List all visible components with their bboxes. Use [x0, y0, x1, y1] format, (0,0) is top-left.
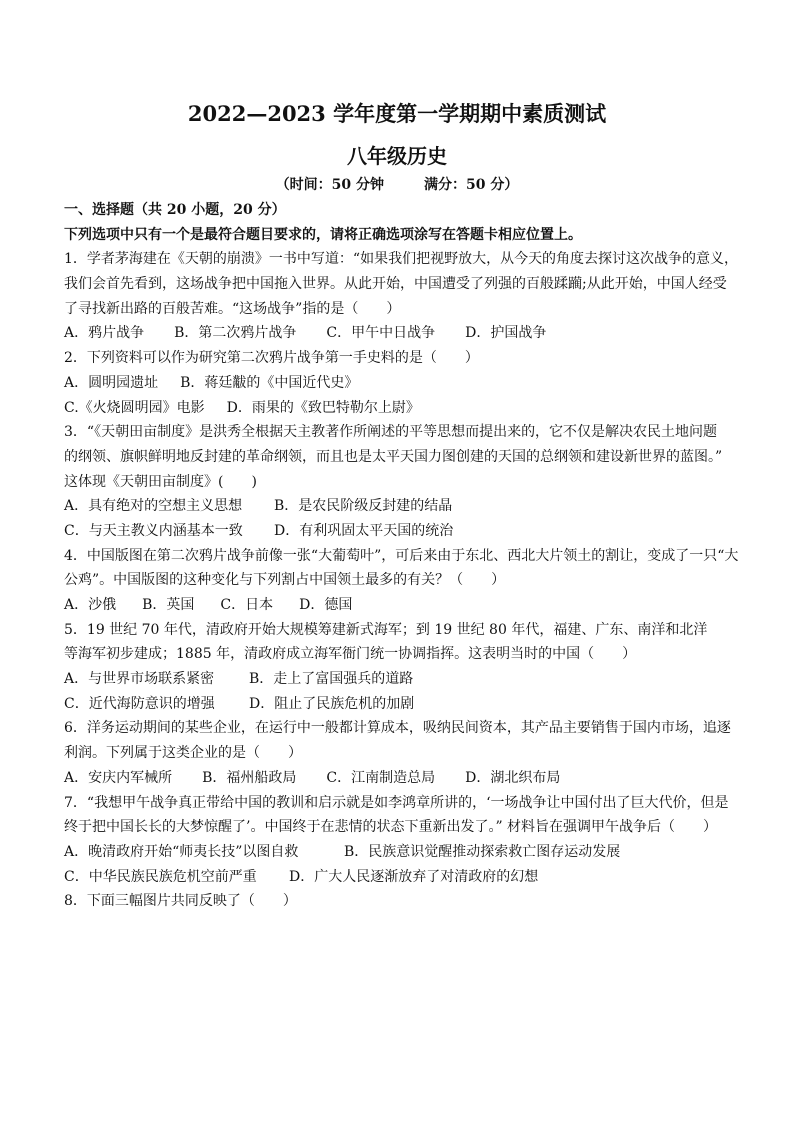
question-text-line: 8．下面三幅图片共同反映了（ ） — [64, 893, 297, 910]
option-a: A．晚清政府开始“师夷长技”以图自救 — [64, 843, 299, 860]
option-a: A．具有绝对的空想主义思想 — [64, 498, 243, 515]
option-b: B．蒋廷黻的《中国近代史》 — [180, 374, 359, 391]
option-c: C．近代海防意识的增强 — [64, 695, 215, 712]
option-c: C．中华民族民族危机空前严重 — [64, 868, 257, 885]
question-7 — [64, 791, 736, 890]
question-text-line: 的纲领、旗帜鲜明地反封建的革命纲领，而且也是太平天国力图创建的天国的总纲领和建设新世界的蓝图。” — [64, 448, 723, 465]
options-row — [64, 396, 736, 421]
exam-title: 2022—2023 学年度第一学期期中素质测试 — [187, 101, 607, 126]
option-b: B．民族意识觉醒推动探索救亡图存运动发展 — [344, 843, 621, 860]
option-a: A．鸦片战争 — [64, 325, 145, 342]
options-row — [64, 865, 736, 890]
option-c: C．日本 — [220, 597, 274, 613]
question-text-line: 6．洋务运动期间的某些企业，在运行中一般都计算成本，吸纳民间资本，其产品主要销售于国内市场，追逐 — [64, 720, 731, 737]
options-row — [64, 766, 736, 791]
question-text-line: 利润。下列属于这类企业的是（ ） — [64, 745, 302, 762]
option-b: B．福州船政局 — [202, 769, 297, 786]
option-b: B．第二次鸦片战争 — [174, 325, 297, 342]
options-row — [64, 519, 736, 544]
question-text-line: 3．“《天朝田亩制度》是洪秀全根据天主教著作所阐述的平等思想而提出来的，它不仅是解决农民土地问题 — [64, 424, 718, 441]
options-row — [64, 667, 736, 692]
option-b: B．英国 — [142, 597, 195, 613]
time-label: （时间：50 分钟 — [275, 177, 384, 193]
option-d: D．湖北织布局 — [465, 769, 561, 786]
question-6 — [64, 716, 736, 790]
section-title: 一、选择题（共 20 小题，20 分） — [64, 202, 286, 218]
option-d: D．广大人民逐渐放弃了对清政府的幻想 — [289, 868, 539, 885]
options-row — [64, 371, 736, 396]
question-1 — [64, 247, 739, 346]
question-text-line: 这体现《天朝田亩制度》( ) — [64, 473, 257, 490]
option-c: C.《火烧圆明园》电影 — [64, 399, 205, 416]
option-c: C．江南制造总局 — [326, 769, 436, 786]
question-text-line: 我们会首先看到，这场战争把中国拖入世界。从此开始，中国遭受了列强的百般蹂躏;从此开始，中国人经受 — [64, 276, 727, 293]
score-label: 满分：50 分） — [424, 177, 519, 193]
question-text-line: 5．19 世纪 70 年代，清政府开始大规模筹建新式海军；到 19 世纪 80 年代，福建、广东、南洋和北洋 — [64, 621, 708, 638]
question-text-line: 7．“我想甲午战争真正带给中国的教训和启示就是如李鸿章所讲的，‘一场战争让中国付出了巨大代价，但是 — [64, 794, 729, 811]
option-a: A．沙俄 — [64, 597, 117, 613]
question-text-line: 终于把中国长长的大梦惊醒了’。中国终于在悲情的状态下重新出发了。” 材料旨在强调甲午战争后（ ） — [64, 819, 718, 836]
question-2 — [64, 346, 736, 420]
question-4 — [64, 544, 739, 618]
option-d: D．护国战争 — [465, 325, 547, 342]
question-text-line: 了寻找新出路的百般苦难。“这场战争”指的是（ ） — [64, 300, 401, 317]
option-c: C．与天主教义内涵基本一致 — [64, 522, 243, 539]
options-row — [64, 494, 736, 519]
options-row — [64, 840, 736, 865]
question-text-line: 公鸡”。中国版图的这种变化与下列割占中国领土最多的有关？（ ） — [64, 572, 506, 589]
option-a: A．安庆内军械所 — [64, 769, 173, 786]
options-row — [64, 692, 736, 717]
exam-subject: 八年级历史 — [347, 144, 447, 168]
option-b: B．是农民阶级反封建的结晶 — [274, 498, 453, 515]
option-d: D．雨果的《致巴特勒尔上尉》 — [226, 399, 420, 416]
section-instruction: 下列选项中只有一个是最符合题目要求的，请将正确选项涂写在答题卡相应位置上。 — [64, 226, 582, 243]
option-b: B．走上了富国强兵的道路 — [249, 671, 414, 688]
option-d: D．阻止了民族危机的加剧 — [249, 695, 415, 712]
question-5 — [64, 618, 736, 717]
question-3 — [64, 420, 736, 543]
question-text-line: 等海军初步建成；1885 年，清政府成立海军衙门统一协调指挥。这表明当时的中国（ ） — [64, 646, 637, 663]
question-text-line: 2．下列资料可以作为研究第二次鸦片战争第一手史料的是（ ） — [64, 350, 479, 367]
options-row — [64, 321, 736, 346]
option-a: A．圆明园遗址 — [64, 374, 159, 391]
option-d: D．有利巩固太平天国的统治 — [274, 522, 454, 539]
options-row — [64, 593, 736, 618]
question-8 — [64, 889, 736, 914]
question-text-line: 1．学者茅海建在《天朝的崩溃》一书中写道：“如果我们把视野放大，从今天的角度去探讨这次战争的意义， — [64, 251, 739, 268]
exam-time-score — [0, 174, 794, 194]
option-a: A．与世界市场联系紧密 — [64, 671, 215, 688]
option-d: D．德国 — [299, 597, 353, 613]
exam-body — [64, 198, 739, 914]
question-text-line: 4．中国版图在第二次鸦片战争前像一张“大葡萄叶”，可后来由于东北、西北大片领土的割让，变成了一只“大 — [64, 547, 739, 564]
option-c: C．甲午中日战争 — [326, 325, 436, 342]
